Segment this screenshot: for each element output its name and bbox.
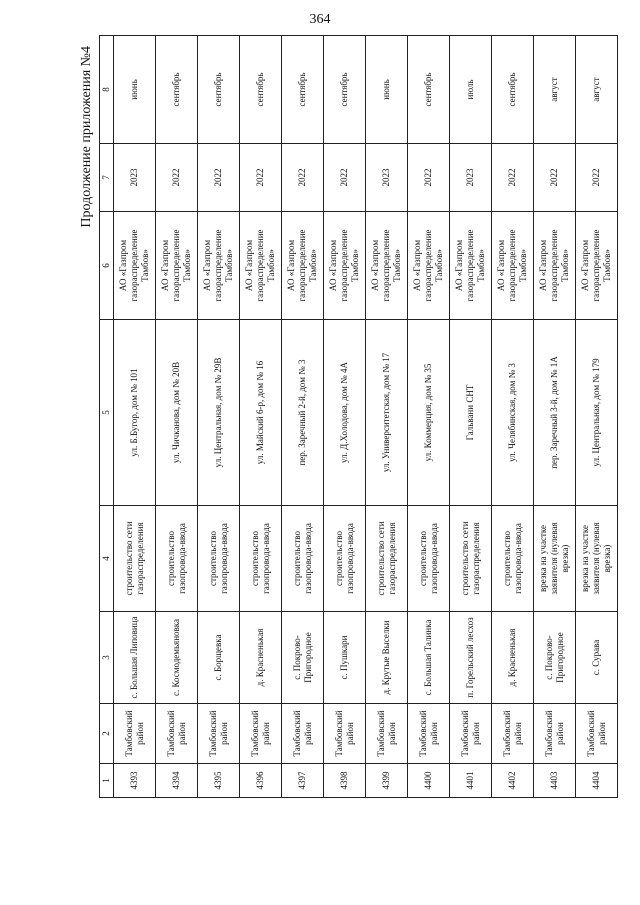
district-cell: Тамбовский район: [576, 704, 618, 764]
month-cell: сентябрь: [492, 36, 534, 144]
address-cell: Гальвани СНТ: [450, 320, 492, 506]
table-row: [450, 36, 492, 798]
district-cell: Тамбовский район: [324, 704, 366, 764]
month-cell: июнь: [114, 36, 156, 144]
appendix-label: Продолжение приложения №4: [79, 46, 94, 228]
district-cell: Тамбовский район: [492, 704, 534, 764]
organization-cell: АО «Газпром газораспределение Тамбов»: [534, 212, 576, 320]
settlement-cell: д. Красненькая: [492, 612, 534, 704]
organization-cell: АО «Газпром газораспределение Тамбов»: [576, 212, 618, 320]
district-cell: Тамбовский район: [450, 704, 492, 764]
settlement-cell: п. Горельский лесхоз: [450, 612, 492, 704]
settlement-cell: с. Покрово-Пригородное: [282, 612, 324, 704]
year-cell: 2022: [198, 144, 240, 212]
table-row: [156, 36, 198, 798]
column-number: 2: [100, 704, 114, 764]
organization-cell: АО «Газпром газораспределение Тамбов»: [240, 212, 282, 320]
table-row: [492, 36, 534, 798]
district-cell: Тамбовский район: [534, 704, 576, 764]
table-row: [114, 36, 156, 798]
month-cell: сентябрь: [156, 36, 198, 144]
work-type-cell: строительство газопровода-ввода: [324, 506, 366, 612]
year-cell: 2023: [114, 144, 156, 212]
work-type-cell: строительство газопровода-ввода: [408, 506, 450, 612]
organization-cell: АО «Газпром газораспределение Тамбов»: [282, 212, 324, 320]
row-number: 4396: [240, 764, 282, 798]
year-cell: 2022: [324, 144, 366, 212]
month-cell: сентябрь: [408, 36, 450, 144]
district-cell: Тамбовский район: [408, 704, 450, 764]
district-cell: Тамбовский район: [366, 704, 408, 764]
month-cell: июнь: [366, 36, 408, 144]
work-type-cell: строительство газопровода-ввода: [492, 506, 534, 612]
table-row: [198, 36, 240, 798]
district-cell: Тамбовский район: [198, 704, 240, 764]
work-type-cell: строительство газопровода-ввода: [240, 506, 282, 612]
row-number: 4393: [114, 764, 156, 798]
row-number: 4402: [492, 764, 534, 798]
month-cell: август: [534, 36, 576, 144]
work-type-cell: строительство сети газораспределения: [114, 506, 156, 612]
settlement-cell: д. Красненькая: [240, 612, 282, 704]
settlement-cell: с. Сурава: [576, 612, 618, 704]
column-number: 6: [100, 212, 114, 320]
row-number: 4401: [450, 764, 492, 798]
column-number: 8: [100, 36, 114, 144]
address-cell: ул. Майский 6-р, дом № 16: [240, 320, 282, 506]
page-number: 364: [309, 12, 331, 27]
settlement-cell: с. Большая Липовица: [114, 612, 156, 704]
year-cell: 2023: [450, 144, 492, 212]
month-cell: сентябрь: [282, 36, 324, 144]
data-table: [99, 35, 618, 798]
row-number: 4397: [282, 764, 324, 798]
work-type-cell: врезка на участке заявителя (нулевая врезка): [576, 506, 618, 612]
settlement-cell: с. Большая Талинка: [408, 612, 450, 704]
column-number: 4: [100, 506, 114, 612]
row-number: 4398: [324, 764, 366, 798]
organization-cell: АО «Газпром газораспределение Тамбов»: [366, 212, 408, 320]
column-number: 5: [100, 320, 114, 506]
year-cell: 2022: [282, 144, 324, 212]
work-type-cell: строительство газопровода-ввода: [282, 506, 324, 612]
month-cell: август: [576, 36, 618, 144]
year-cell: 2022: [492, 144, 534, 212]
rotated-page-content: [78, 36, 634, 798]
column-number: 3: [100, 612, 114, 704]
work-type-cell: строительство газопровода-ввода: [198, 506, 240, 612]
month-cell: июль: [450, 36, 492, 144]
address-cell: ул. Центральная, дом № 29В: [198, 320, 240, 506]
row-number: 4394: [156, 764, 198, 798]
organization-cell: АО «Газпром газораспределение Тамбов»: [450, 212, 492, 320]
row-number: 4399: [366, 764, 408, 798]
organization-cell: АО «Газпром газораспределение Тамбов»: [324, 212, 366, 320]
organization-cell: АО «Газпром газораспределение Тамбов»: [408, 212, 450, 320]
column-number-row: [100, 36, 114, 798]
settlement-cell: с. Покрово-Пригородное: [534, 612, 576, 704]
address-cell: ул. Университетская, дом № 17: [366, 320, 408, 506]
organization-cell: АО «Газпром газораспределение Тамбов»: [114, 212, 156, 320]
settlement-cell: д. Крутые Выселки: [366, 612, 408, 704]
address-cell: ул. Челябинская, дом № 3: [492, 320, 534, 506]
row-number: 4395: [198, 764, 240, 798]
organization-cell: АО «Газпром газораспределение Тамбов»: [492, 212, 534, 320]
column-number: 7: [100, 144, 114, 212]
row-number: 4403: [534, 764, 576, 798]
district-cell: Тамбовский район: [282, 704, 324, 764]
month-cell: сентябрь: [324, 36, 366, 144]
table-row: [534, 36, 576, 798]
address-cell: пер. Заречный 3-й, дом № 1А: [534, 320, 576, 506]
address-cell: пер. Заречный 2-й, дом № 3: [282, 320, 324, 506]
settlement-cell: с. Космодемьяновка: [156, 612, 198, 704]
table-row: [408, 36, 450, 798]
row-number: 4400: [408, 764, 450, 798]
address-cell: ул. Д.Холодова, дом № 4А: [324, 320, 366, 506]
work-type-cell: врезка на участке заявителя (нулевая врезка): [534, 506, 576, 612]
table-body: [100, 36, 618, 798]
table-row: [240, 36, 282, 798]
work-type-cell: строительство сети газораспределения: [366, 506, 408, 612]
table-row: [282, 36, 324, 798]
year-cell: 2022: [408, 144, 450, 212]
address-cell: ул. Центральная, дом № 179: [576, 320, 618, 506]
settlement-cell: с. Борщевка: [198, 612, 240, 704]
district-cell: Тамбовский район: [240, 704, 282, 764]
month-cell: сентябрь: [240, 36, 282, 144]
year-cell: 2022: [240, 144, 282, 212]
month-cell: сентябрь: [198, 36, 240, 144]
work-type-cell: строительство газопровода-ввода: [156, 506, 198, 612]
address-cell: ул. Чичканова, дом № 20В: [156, 320, 198, 506]
organization-cell: АО «Газпром газораспределение Тамбов»: [156, 212, 198, 320]
row-number: 4404: [576, 764, 618, 798]
work-type-cell: строительство сети газораспределения: [450, 506, 492, 612]
year-cell: 2023: [366, 144, 408, 212]
organization-cell: АО «Газпром газораспределение Тамбов»: [198, 212, 240, 320]
column-number: 1: [100, 764, 114, 798]
year-cell: 2022: [156, 144, 198, 212]
address-cell: ул. Б.Бугор, дом № 101: [114, 320, 156, 506]
settlement-cell: с. Пушкари: [324, 612, 366, 704]
table-row: [576, 36, 618, 798]
district-cell: Тамбовский район: [156, 704, 198, 764]
table-row: [366, 36, 408, 798]
district-cell: Тамбовский район: [114, 704, 156, 764]
year-cell: 2022: [576, 144, 618, 212]
table-row: [324, 36, 366, 798]
address-cell: ул. Коммерция, дом № 35: [408, 320, 450, 506]
year-cell: 2022: [534, 144, 576, 212]
